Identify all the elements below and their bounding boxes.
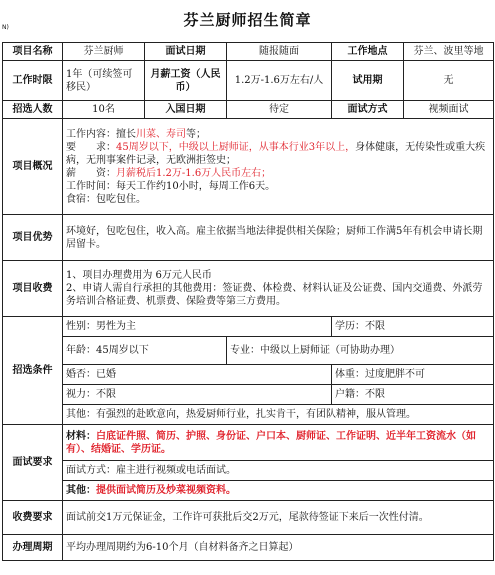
overview-content xyxy=(63,119,494,215)
interview-method-value: 视频面试 xyxy=(404,101,494,119)
row-period xyxy=(3,535,494,561)
trial-label: 试用期 xyxy=(332,61,404,101)
condition-education: 学历：不限 xyxy=(332,317,494,337)
overview-salary-prefix: 薪 资： xyxy=(66,167,116,179)
condition-other: 其他：有强烈的赴欧意向，热爱厨师行业，扎实肯干，有团队精神，服从管理。 xyxy=(63,405,494,425)
condition-age: 年龄：45周岁以下 xyxy=(63,337,227,365)
row-conditions-1 xyxy=(3,317,494,337)
interview-other-red: 提供面试简历及炒菜视频资料。 xyxy=(96,485,236,496)
row-interview-materials xyxy=(3,425,494,461)
advantage-value: 环境好，包吃包住，收入高。雇主依据当地法律提供相关保险；厨师工作满5年有机会申请长期居留卡。 xyxy=(63,215,494,261)
overview-meals: 食宿：包吃包住。 xyxy=(66,193,146,205)
row-fees xyxy=(3,261,494,317)
corner-mark: N) xyxy=(2,24,9,31)
interview-date-value: 随报随面 xyxy=(227,43,332,61)
fees-label: 项目收费 xyxy=(3,261,63,317)
row-work-period xyxy=(3,61,494,101)
overview-hours: 工作时间：每天工作约10小时，每周工作6天。 xyxy=(66,180,276,192)
recruitment-table xyxy=(2,42,494,561)
fees-content xyxy=(63,261,494,317)
row-conditions-2 xyxy=(3,337,494,365)
work-period-label: 工作时限 xyxy=(3,61,63,101)
trial-value: 无 xyxy=(404,61,494,101)
condition-gender: 性别：男性为主 xyxy=(63,317,332,337)
row-overview xyxy=(3,119,494,215)
conditions-label: 招选条件 xyxy=(3,317,63,425)
overview-salary-red: 月薪税后1.2万-1.6万人民币左右； xyxy=(116,167,272,179)
overview-content-prefix: 工作内容：擅长 xyxy=(66,128,136,140)
row-conditions-5 xyxy=(3,405,494,425)
interview-other-prefix: 其他： xyxy=(66,485,96,496)
period-label: 办理周期 xyxy=(3,535,63,561)
row-conditions-4 xyxy=(3,385,494,405)
location-value: 芬兰、波里等地 xyxy=(404,43,494,61)
row-enroll xyxy=(3,101,494,119)
interview-label: 面试要求 xyxy=(3,425,63,501)
project-name-label: 项目名称 xyxy=(3,43,63,61)
interview-method-label: 面试方式 xyxy=(332,101,404,119)
row-conditions-3 xyxy=(3,365,494,385)
condition-hukou: 户籍：不限 xyxy=(332,385,494,405)
entry-date-value: 待定 xyxy=(227,101,332,119)
row-fee-requirement xyxy=(3,501,494,535)
condition-vision: 视力：不限 xyxy=(63,385,332,405)
row-advantage xyxy=(3,215,494,261)
interview-materials-red: 白底证件照、简历、护照、身份证、户口本、厨师证、工作证明、近半年工资流水（如有）、结婚证、学历证。 xyxy=(66,430,476,455)
interview-other xyxy=(63,481,494,501)
overview-label: 项目概况 xyxy=(3,119,63,215)
salary-value: 1.2万-1.6万左右/人 xyxy=(227,61,332,101)
period-value: 平均办理周期约为6-10个月（自材料备齐之日算起） xyxy=(63,535,494,561)
overview-req-prefix: 要 求： xyxy=(66,141,116,153)
page-title: 芬兰厨师招生简章 xyxy=(183,11,312,29)
condition-weight: 体重：过度肥胖不可 xyxy=(332,365,494,385)
interview-date-label: 面试日期 xyxy=(145,43,227,61)
fees-line-2: 2、申请人需自行承担的其他费用：签证费、体检费、材料认证及公证费、国内交通费、外派劳务培训合格证费、机票费、保险费等第三方费用。 xyxy=(66,283,483,307)
interview-materials xyxy=(63,425,494,461)
fees-line-1: 1、项目办理费用为 6万元人民币 xyxy=(66,270,212,281)
condition-marital: 婚否：已婚 xyxy=(63,365,332,385)
fee-requirement-value: 面试前交1万元保证金，工作许可获批后交2万元，尾款待签证下来后一次性付清。 xyxy=(63,501,494,535)
overview-req-red: 45周岁以下，中级以上厨师证，从事本行业3年以上， xyxy=(116,141,356,153)
advantage-label: 项目优势 xyxy=(3,215,63,261)
row-interview-other xyxy=(3,481,494,501)
row-project-name xyxy=(3,43,494,61)
project-name-value: 芬兰厨师 xyxy=(63,43,145,61)
row-interview-method xyxy=(3,461,494,481)
enroll-value: 10名 xyxy=(63,101,145,119)
interview-method: 面试方式：雇主进行视频或电话面试。 xyxy=(63,461,494,481)
condition-specialty: 专业：中级以上厨师证（可协助办理） xyxy=(227,337,494,365)
overview-content-red: 川菜、寿司 xyxy=(136,128,186,140)
overview-req-suffix: 身体健康，无传染性或重大疾病，无刑事案件记录，无欧洲拒签史； xyxy=(66,141,486,166)
entry-date-label: 入国日期 xyxy=(145,101,227,119)
overview-content-suffix: 等； xyxy=(186,128,206,140)
enroll-label: 招选人数 xyxy=(3,101,63,119)
location-label: 工作地点 xyxy=(332,43,404,61)
fee-requirement-label: 收费要求 xyxy=(3,501,63,535)
work-period-value: 1年（可续签可移民） xyxy=(63,61,145,101)
salary-label: 月薪工资（人民币） xyxy=(145,61,227,101)
interview-materials-prefix: 材料： xyxy=(66,430,96,442)
